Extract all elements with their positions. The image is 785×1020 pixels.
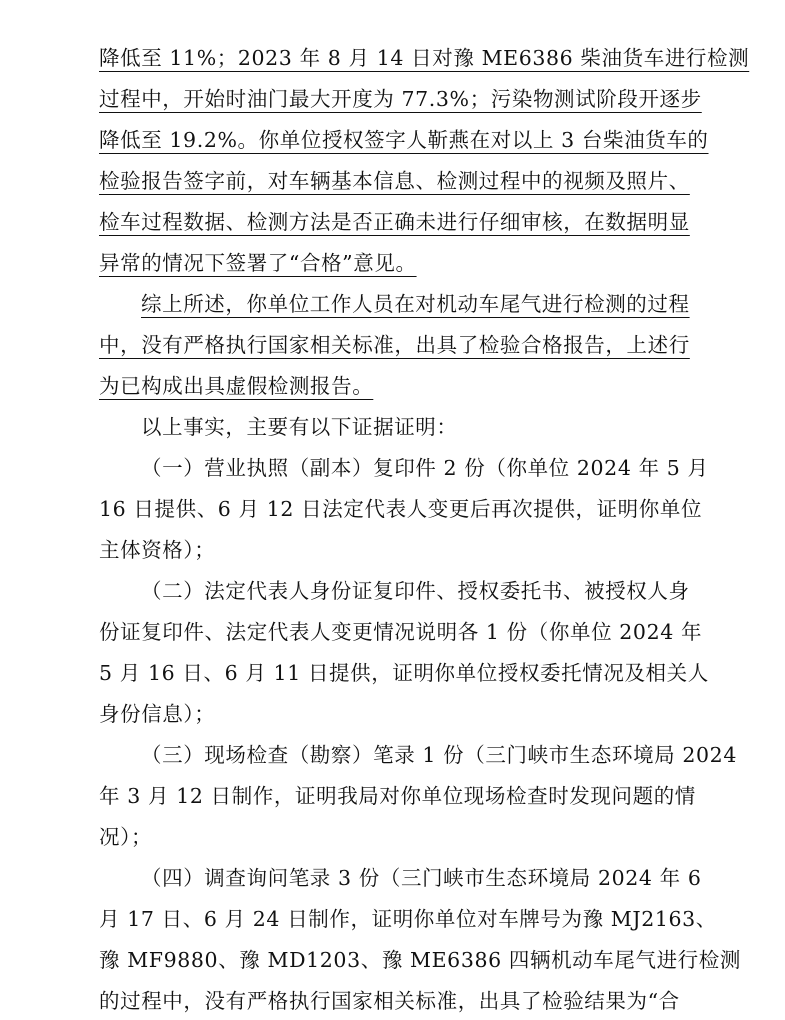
evidence-4-line-3: 豫 MF9880、豫 MD1203、豫 ME6386 四辆机动车尾气进行检测 (99, 948, 741, 972)
paragraph-line-5: 检车过程数据、检测方法是否正确未进行仔细审核，在数据明显 (99, 210, 690, 234)
evidence-2-line-1: （二）法定代表人身份证复印件、授权委托书、被授权人身 (141, 579, 690, 603)
summary-line-2: 中，没有严格执行国家相关标准，出具了检验合格报告，上述行 (99, 333, 690, 357)
evidence-2-line-2: 份证复印件、法定代表人变更情况说明各 1 份（你单位 2024 年 (99, 620, 703, 644)
summary-line-3: 为已构成出具虚假检测报告。 (99, 374, 374, 398)
evidence-4-line-4: 的过程中，没有严格执行国家相关标准，出具了检验结果为“合 (99, 989, 680, 1013)
paragraph-line-4: 检验报告签字前，对车辆基本信息、检测过程中的视频及照片、 (99, 169, 690, 193)
evidence-3-line-1: （三）现场检查（勘察）笔录 1 份（三门峡市生态环境局 2024 (141, 743, 737, 767)
evidence-1-line-1: （一）营业执照（副本）复印件 2 份（你单位 2024 年 5 月 (141, 456, 709, 480)
paragraph-line-6: 异常的情况下签署了“合格”意见。 (99, 251, 417, 275)
evidence-4-line-2: 月 17 日、6 月 24 日制作，证明你单位对车牌号为豫 MJ2163、 (99, 907, 717, 931)
evidence-3-line-3: 况）； (99, 825, 153, 849)
paragraph-line-1: 降低至 11%；2023 年 8 月 14 日对豫 ME6386 柴油货车进行检测 (99, 46, 750, 70)
evidence-1-line-2: 16 日提供、6 月 12 日法定代表人变更后再次提供，证明你单位 (99, 497, 703, 521)
evidence-intro: 以上事实，主要有以下证据证明： (141, 415, 458, 439)
evidence-2-line-3: 5 月 16 日、6 月 11 日提供，证明你单位授权委托情况及相关人 (99, 661, 709, 685)
paragraph-line-2: 过程中，开始时油门最大开度为 77.3%；污染物测试阶段开逐步 (99, 87, 702, 111)
evidence-2-line-4: 身份信息）； (99, 702, 216, 726)
summary-line-1: 综上所述，你单位工作人员在对机动车尾气进行检测的过程 (141, 292, 690, 316)
paragraph-line-3: 降低至 19.2%。你单位授权签字人靳燕在对以上 3 台柴油货车的 (99, 128, 709, 152)
evidence-1-line-3: 主体资格）； (99, 538, 216, 562)
evidence-3-line-2: 年 3 月 12 日制作，证明我局对你单位现场检查时发现问题的情 (99, 784, 696, 808)
evidence-4-line-1: （四）调查询问笔录 3 份（三门峡市生态环境局 2024 年 6 (141, 866, 702, 890)
